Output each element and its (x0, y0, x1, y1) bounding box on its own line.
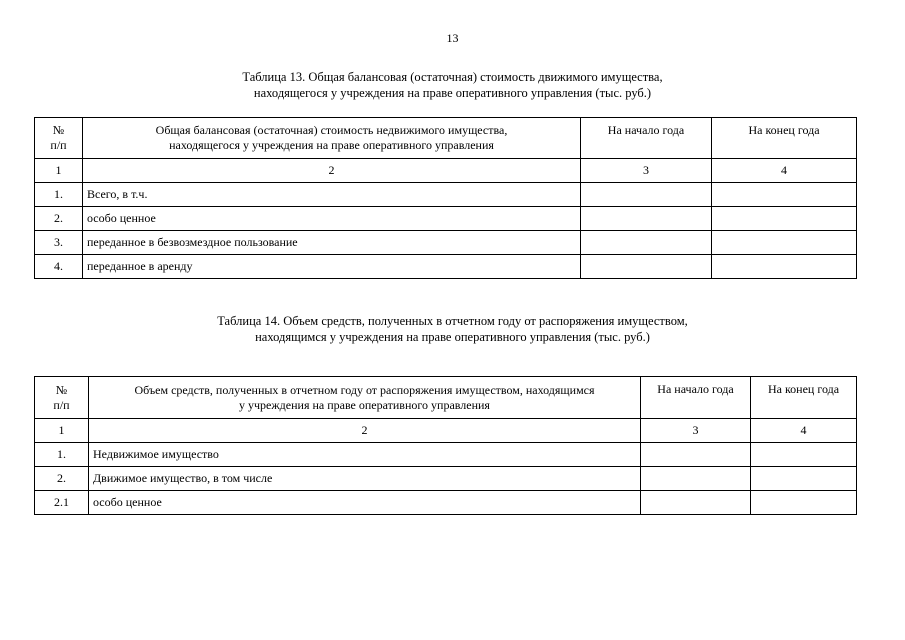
table-row (35, 183, 857, 207)
table-row (35, 443, 857, 467)
table13-header-num (35, 118, 83, 159)
end-value-cell (712, 231, 857, 255)
table14-header-desc-line2: у учреждения на праве оперативного управления (239, 397, 490, 412)
table13-colnum: 1 (35, 159, 83, 183)
table13-header-start: На начало года (581, 118, 712, 159)
table13-colnum-row (35, 159, 857, 183)
table14-caption (0, 313, 905, 345)
row-number: 1. (35, 183, 83, 207)
row-label: особо ценное (89, 491, 641, 515)
start-value-cell (581, 207, 712, 231)
row-number: 2. (35, 467, 89, 491)
row-number: 4. (35, 255, 83, 279)
table-row (35, 231, 857, 255)
table14-colnum-row (35, 419, 857, 443)
table13-header-row (35, 118, 857, 159)
table14-header-num-line1: № (55, 382, 68, 397)
table13-header-desc-line2: находящегося у учреждения на праве оперативного управления (169, 138, 494, 152)
table14-header-desc (89, 377, 641, 419)
table13-caption-line2: находящегося у учреждения на праве оперативного управления (тыс. руб.) (253, 86, 652, 100)
end-value-cell (712, 183, 857, 207)
table-row (35, 207, 857, 231)
table14-colnum: 1 (35, 419, 89, 443)
table14-header-row (35, 377, 857, 419)
table13-colnum: 3 (581, 159, 712, 183)
table14 (34, 376, 857, 515)
table-row (35, 467, 857, 491)
table13-header-num-line1: № (52, 123, 65, 137)
table13-caption (0, 69, 905, 101)
table14-header-num-line2: п/п (53, 397, 70, 412)
table13-header-num-line2: п/п (50, 138, 67, 152)
start-value-cell (641, 467, 751, 491)
table13-header-desc-line1: Общая балансовая (остаточная) стоимость недвижимого имущества, (155, 123, 508, 137)
start-value-cell (581, 183, 712, 207)
row-label: Недвижимое имущество (89, 443, 641, 467)
start-value-cell (641, 491, 751, 515)
table14-caption-line1: Таблица 14. Объем средств, полученных в отчетном году от распоряжения имуществом, (217, 314, 688, 328)
table-row (35, 255, 857, 279)
row-label: переданное в безвозмездное пользование (83, 231, 581, 255)
row-label: Всего, в т.ч. (83, 183, 581, 207)
start-value-cell (641, 443, 751, 467)
table13 (34, 117, 857, 279)
row-number: 2. (35, 207, 83, 231)
table13-header-desc (83, 118, 581, 159)
table14-colnum: 3 (641, 419, 751, 443)
end-value-cell (751, 491, 857, 515)
table13-colnum: 4 (712, 159, 857, 183)
end-value-cell (712, 255, 857, 279)
page-number: 13 (446, 31, 459, 45)
row-label: Движимое имущество, в том числе (89, 467, 641, 491)
row-number: 1. (35, 443, 89, 467)
table14-header-num (35, 377, 89, 419)
table14-header-start: На начало года (641, 377, 751, 419)
table13-caption-line1: Таблица 13. Общая балансовая (остаточная) стоимость движимого имущества, (242, 70, 663, 84)
table14-caption-line2: находящимся у учреждения на праве оперативного управления (тыс. руб.) (255, 330, 650, 344)
row-label: переданное в аренду (83, 255, 581, 279)
end-value-cell (751, 443, 857, 467)
table13-colnum: 2 (83, 159, 581, 183)
table-row (35, 491, 857, 515)
end-value-cell (751, 467, 857, 491)
table13-header-end: На конец года (712, 118, 857, 159)
row-number: 3. (35, 231, 83, 255)
row-number: 2.1 (35, 491, 89, 515)
start-value-cell (581, 231, 712, 255)
row-label: особо ценное (83, 207, 581, 231)
end-value-cell (712, 207, 857, 231)
start-value-cell (581, 255, 712, 279)
table14-header-desc-line1: Объем средств, полученных в отчетном году от распоряжения имуществом, находящимся (134, 382, 595, 397)
table14-header-end: На конец года (751, 377, 857, 419)
table14-colnum: 4 (751, 419, 857, 443)
table14-colnum: 2 (89, 419, 641, 443)
